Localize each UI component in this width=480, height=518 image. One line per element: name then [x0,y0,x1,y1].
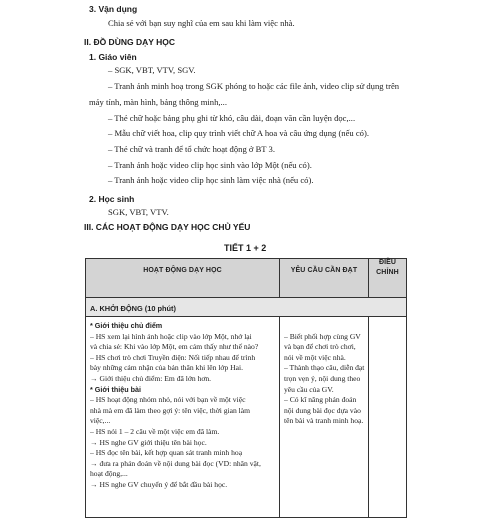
activity-line: và chia sẻ: Khi vào lớp Một, em cảm thấy như thế nào? [90,342,259,352]
adjust-header [369,259,407,298]
section-a-label: A. KHỞI ĐỘNG (10 phút) [90,304,176,313]
lesson-title: TIẾT 1 + 2 [224,243,267,253]
requirements-header [280,259,369,298]
activity-line: – HS chơi trò chơi Truyền điện: Nối tiếp nhau để trình [90,352,256,362]
activity-line: → Giới thiệu chủ điểm: Em đã lớn hơn. [90,373,212,383]
section-3-text: Chia sẻ với bạn suy nghĩ của em sau khi làm việc nhà. [108,18,295,28]
adjust-text [369,317,406,321]
activity-line: → đưa ra phán đoán về nội dung bài đọc (VD: nhân vật, [90,458,261,468]
activity-line: → HS nghe GV chuyển ý để bắt đầu bài học. [90,479,228,489]
activity-line: bày những cảm nhận của bản thân khi lên lớp Hai. [90,363,244,373]
teacher-heading: 1. Giáo viên [89,52,137,62]
activity-subheading: * Giới thiệu chủ điểm [90,321,163,330]
section-3-heading: 3. Vận dụng [89,4,138,14]
requirements-cell [280,317,369,518]
table-header-row [86,259,407,298]
part-2-heading: II. ĐỒ DÙNG DẠY HỌC [84,37,175,47]
teacher-line: – SGK, VBT, VTV, SGV. [108,65,196,75]
activity-line: hoạt động,... [90,469,128,479]
requirement-line: yêu cầu của GV. [284,384,334,394]
section-a-cell [86,298,407,317]
teacher-line: máy tính, màn hình, bảng thông minh,... [89,97,227,107]
teacher-line: – Tranh ảnh minh hoạ trong SGK phóng to hoặc các file ảnh, video clip sử dụng trên [108,81,400,91]
teacher-line: – Mẫu chữ viết hoa, clip quy trình viết chữ A hoa và câu ứng dụng (nếu có). [108,128,369,138]
activities-header [86,259,280,298]
part-3-heading: III. CÁC HOẠT ĐỘNG DẠY HỌC CHỦ YẾU [84,222,251,232]
student-heading: 2. Học sinh [89,194,135,204]
requirement-line: – Thành thạo câu, diễn đạt [284,363,365,373]
activity-line: – HS xem lại hình ảnh hoặc clip vào lớp Một, nhớ lại [90,331,252,341]
activity-line: → HS nghe GV giới thiệu tên bài học. [90,437,207,447]
teacher-line: – Tranh ảnh hoặc video clip học sinh làm việc nhà (nếu có). [108,175,314,185]
activities-header-label: HOẠT ĐỘNG DẠY HỌC [143,267,222,274]
adjust-header-line: CHỈNH [376,269,399,276]
requirement-line: nội dung bài đọc dựa vào [284,405,361,415]
student-text: SGK, VBT, VTV. [108,207,169,217]
activity-line: – HS đọc tên bài, kết hợp quan sát tranh minh hoạ [90,448,243,458]
requirement-line: nói về một việc nhà. [284,352,346,362]
adjust-cell [369,317,407,518]
section-a-row [86,298,407,317]
activities-cell [86,317,280,518]
activity-line: – HS nói 1 – 2 câu về một việc em đã làm. [90,426,220,436]
requirement-line: – Biết phối hợp cùng GV [284,331,361,341]
requirement-line: và bạn để chơi trò chơi, [284,342,356,352]
teacher-line: – Thẻ chữ và tranh để tổ chức hoạt động ở BT 3. [108,144,275,154]
activities-table [85,258,407,518]
adjust-header-line: ĐIỀU [378,259,397,266]
table-row [86,317,407,518]
teacher-line: – Tranh ảnh hoặc video clip học sinh vào lớp Một (nếu có). [108,160,312,170]
requirement-line: tên bài và tranh minh hoạ. [284,416,364,426]
activity-line: nhà mà em đã làm theo gợi ý: tên việc, thời gian làm [90,405,251,415]
requirement-line: – Có kĩ năng phán đoán [284,395,357,405]
teacher-line: – Thẻ chữ hoặc bảng phụ ghi từ khó, câu dài, đoạn văn cần luyện đọc,... [108,113,356,123]
activity-line: – HS hoạt động nhóm nhỏ, nói với bạn về một việc [90,395,246,405]
activity-subheading: * Giới thiệu bài [90,384,142,394]
requirement-line: trọn vẹn ý, nội dung theo [284,373,361,383]
requirement-line [284,321,365,332]
requirements-header-label: YÊU CẦU CẦN ĐẠT [290,267,358,274]
activity-line: việc,... [90,416,111,426]
